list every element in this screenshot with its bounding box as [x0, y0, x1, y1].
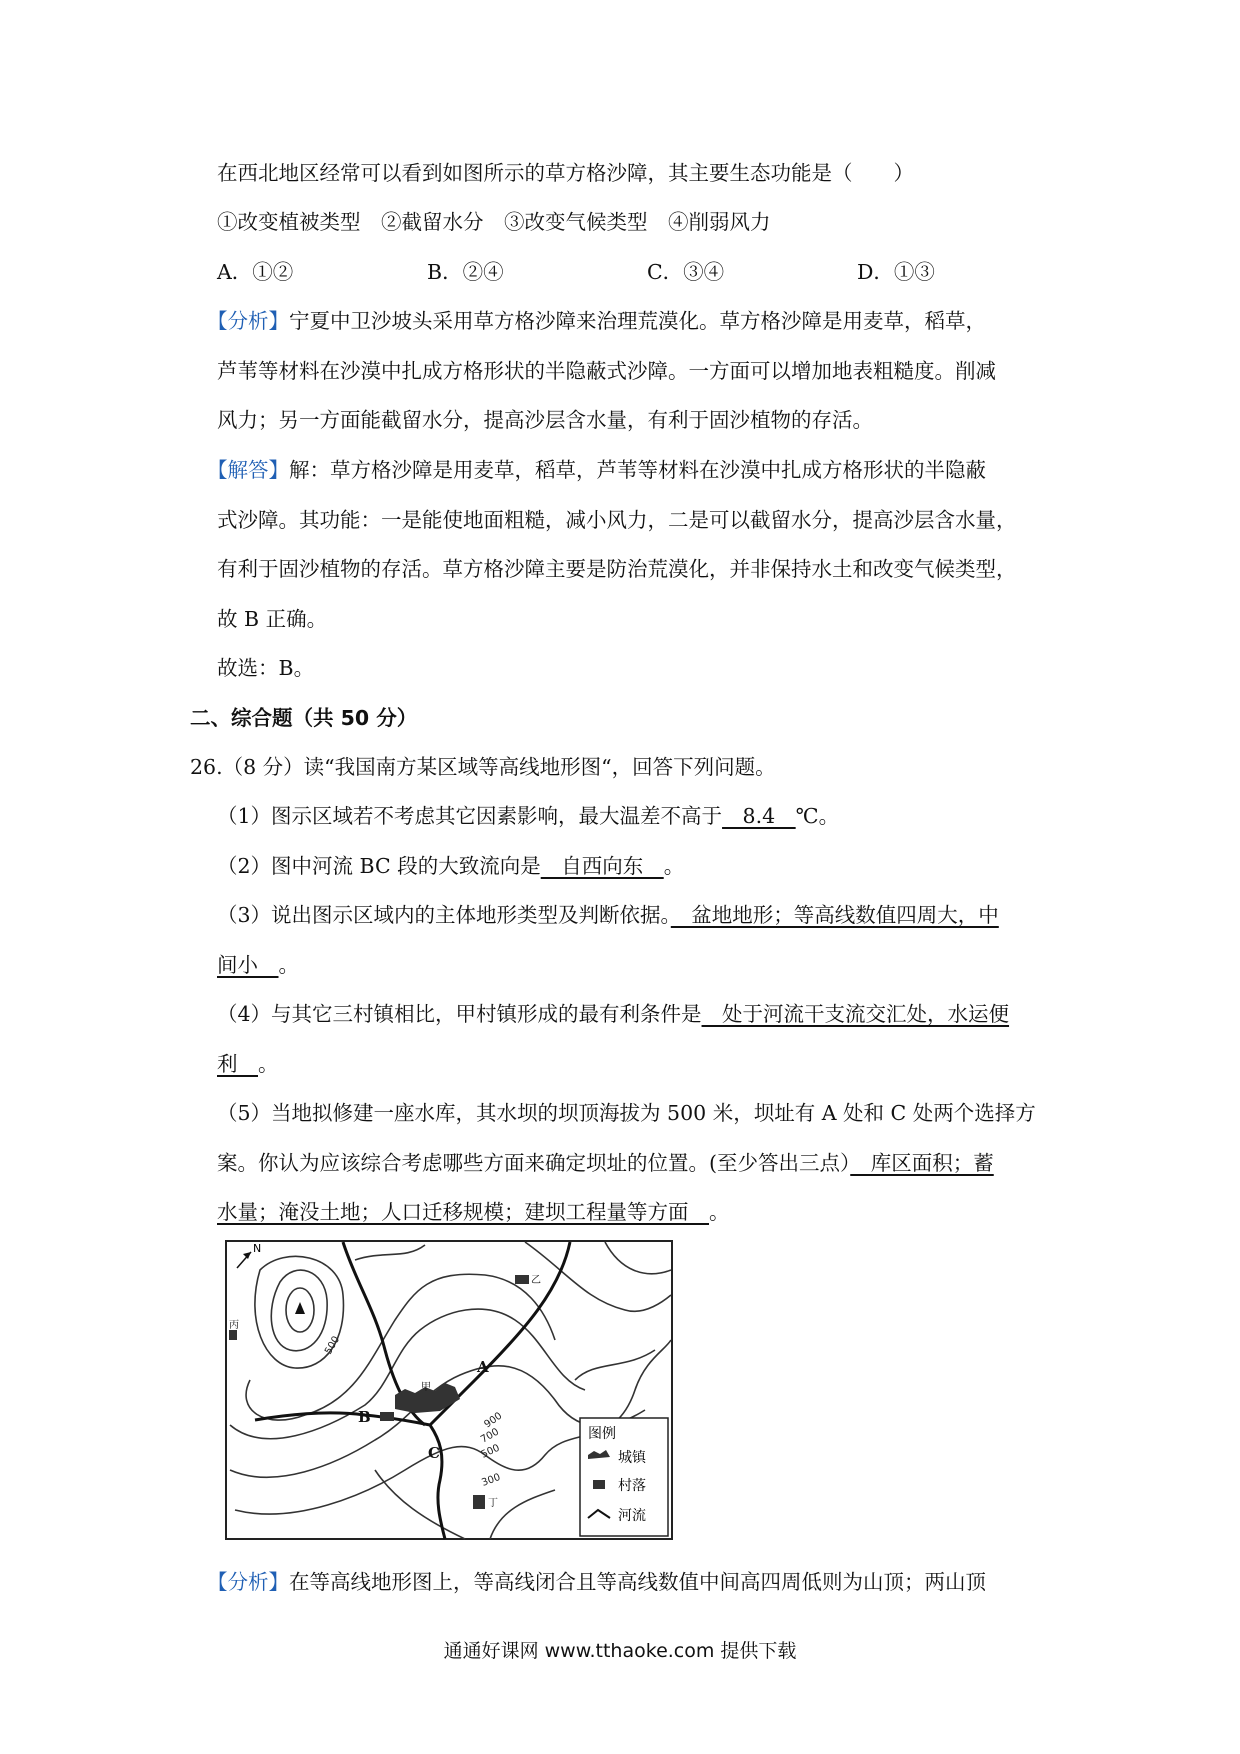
part-2-text: （2）图中河流 BC 段的大致流向是 — [217, 854, 541, 878]
contour-label: 700 — [479, 1426, 502, 1446]
q26-part-4 — [217, 1000, 1009, 1028]
option-a: A．①② — [217, 260, 294, 284]
part-3-text: （3）说出图示区域内的主体地形类型及判断依据。 — [217, 903, 671, 927]
part-1-suffix: ℃。 — [795, 804, 840, 828]
part-5-suffix: 。 — [709, 1200, 730, 1224]
part-4-answer: 处于河流干支流交汇处，水运便 — [701, 1002, 1010, 1026]
q25-analysis-line-1 — [207, 307, 986, 335]
q26-part-4-cont — [217, 1050, 279, 1078]
part-5-answer: 库区面积；蓄 — [850, 1151, 994, 1175]
legend-item: 河流 — [618, 1508, 646, 1524]
option-d: D．①③ — [857, 260, 935, 284]
analysis-tag: 【分析】 — [207, 1570, 289, 1594]
q25-choice: 故选：B。 — [217, 656, 315, 680]
part-2-suffix: 。 — [663, 854, 685, 878]
analysis-tag: 【分析】 — [207, 309, 289, 333]
point-c-label: C — [428, 1444, 440, 1462]
legend-item: 城镇 — [618, 1450, 646, 1466]
option-c: C．③④ — [647, 260, 725, 284]
q25-analysis-line-2: 芦苇等材料在沙漠中扎成方格形状的半隐蔽式沙障。一方面可以增加地表粗糙度。削减 — [217, 359, 996, 383]
town-icon — [229, 1330, 237, 1340]
town-label: 乙 — [531, 1275, 541, 1286]
legend-village-icon — [593, 1480, 605, 1489]
contour-map — [225, 1240, 673, 1540]
part-3-suffix: 。 — [278, 953, 299, 977]
q25-solution-line-3: 有利于固沙植物的存活。草方格沙障主要是防治荒漠化，并非保持水土和改变气候类型， — [217, 557, 1017, 581]
q25-solution-line-1 — [207, 456, 986, 484]
part-4-answer-cont: 利 — [217, 1052, 258, 1076]
part-3-answer-cont: 间小 — [217, 953, 279, 977]
q26-stem: 26.（8 分）读“我国南方某区域等高线地形图“，回答下列问题。 — [190, 755, 776, 779]
town-label: 甲 — [421, 1382, 431, 1393]
q25-stem: 在西北地区经常可以看到如图所示的草方格沙障，其主要生态功能是（ ） — [217, 161, 914, 185]
q25-analysis-line-3: 风力；另一方面能截留水分，提高沙层含水量，有利于固沙植物的存活。 — [217, 408, 873, 432]
point-b-label: B — [358, 1408, 371, 1426]
part-5-text: 案。你认为应该综合考虑哪些方面来确定坝址的位置。(至少答出三点） — [217, 1151, 851, 1175]
town-label: 丙 — [229, 1320, 239, 1331]
part-1-text: （1）图示区域若不考虑其它因素影响，最大温差不高于 — [217, 804, 723, 828]
map-legend — [580, 1418, 668, 1536]
town-icon — [380, 1412, 394, 1421]
page-footer: 通通好课网 www.tthaoke.com 提供下载 — [443, 1640, 797, 1662]
part-5-answer-cont: 水量；淹没土地；人口迁移规模；建坝工程量等方面 — [217, 1200, 709, 1224]
analysis-text: 在等高线地形图上，等高线闭合且等高线数值中间高四周低则为山顶；两山顶 — [289, 1570, 986, 1594]
part-2-answer: 自西向东 — [540, 854, 664, 878]
part-4-suffix: 。 — [258, 1052, 279, 1076]
q25-solution-line-2: 式沙障。其功能：一是能使地面粗糙，减小风力，二是可以截留水分，提高沙层含水量， — [217, 508, 1017, 532]
part-4-text: （4）与其它三村镇相比，甲村镇形成的最有利条件是 — [217, 1002, 702, 1026]
q26-part-5: （5）当地拟修建一座水库，其水坝的坝顶海拔为 500 米，坝址有 A 处和 C 处两个选择方 — [217, 1101, 1036, 1125]
part-3-answer: 盆地地形；等高线数值四周大，中 — [670, 903, 999, 927]
contour-label: 500 — [323, 1334, 343, 1357]
point-a-label: A — [477, 1358, 489, 1376]
town-label: 丁 — [488, 1498, 498, 1509]
q26-analysis — [207, 1568, 986, 1596]
q26-part-3 — [217, 901, 999, 929]
legend-title: 图例 — [588, 1426, 616, 1442]
section-title: 二、综合题（共 50 分） — [190, 706, 418, 730]
legend-item: 村落 — [618, 1478, 646, 1494]
q26-part-5-line-3 — [217, 1198, 730, 1226]
q26-part-2 — [217, 852, 684, 880]
contour-label: 500 — [479, 1442, 502, 1461]
contour-label: 300 — [480, 1471, 502, 1489]
part-1-answer: 8.4 — [722, 804, 796, 828]
solution-tag: 【解答】 — [207, 458, 289, 482]
q26-part-1 — [217, 802, 839, 830]
town-icon — [515, 1275, 529, 1284]
q26-part-5-line-2 — [217, 1149, 994, 1177]
svg-text:N: N — [253, 1242, 262, 1255]
q25-solution-line-4: 故 B 正确。 — [217, 607, 328, 631]
option-b: B．②④ — [427, 260, 504, 284]
q26-part-3-cont — [217, 951, 299, 979]
town-icon — [473, 1495, 485, 1509]
contour-label: 900 — [482, 1410, 505, 1431]
analysis-text: 宁夏中卫沙坡头采用草方格沙障来治理荒漠化。草方格沙障是用麦草，稻草， — [289, 309, 986, 333]
q25-statements: ①改变植被类型 ②截留水分 ③改变气候类型 ④削弱风力 — [217, 210, 771, 234]
solution-text: 解：草方格沙障是用麦草，稻草，芦苇等材料在沙漠中扎成方格形状的半隐蔽 — [289, 458, 986, 482]
